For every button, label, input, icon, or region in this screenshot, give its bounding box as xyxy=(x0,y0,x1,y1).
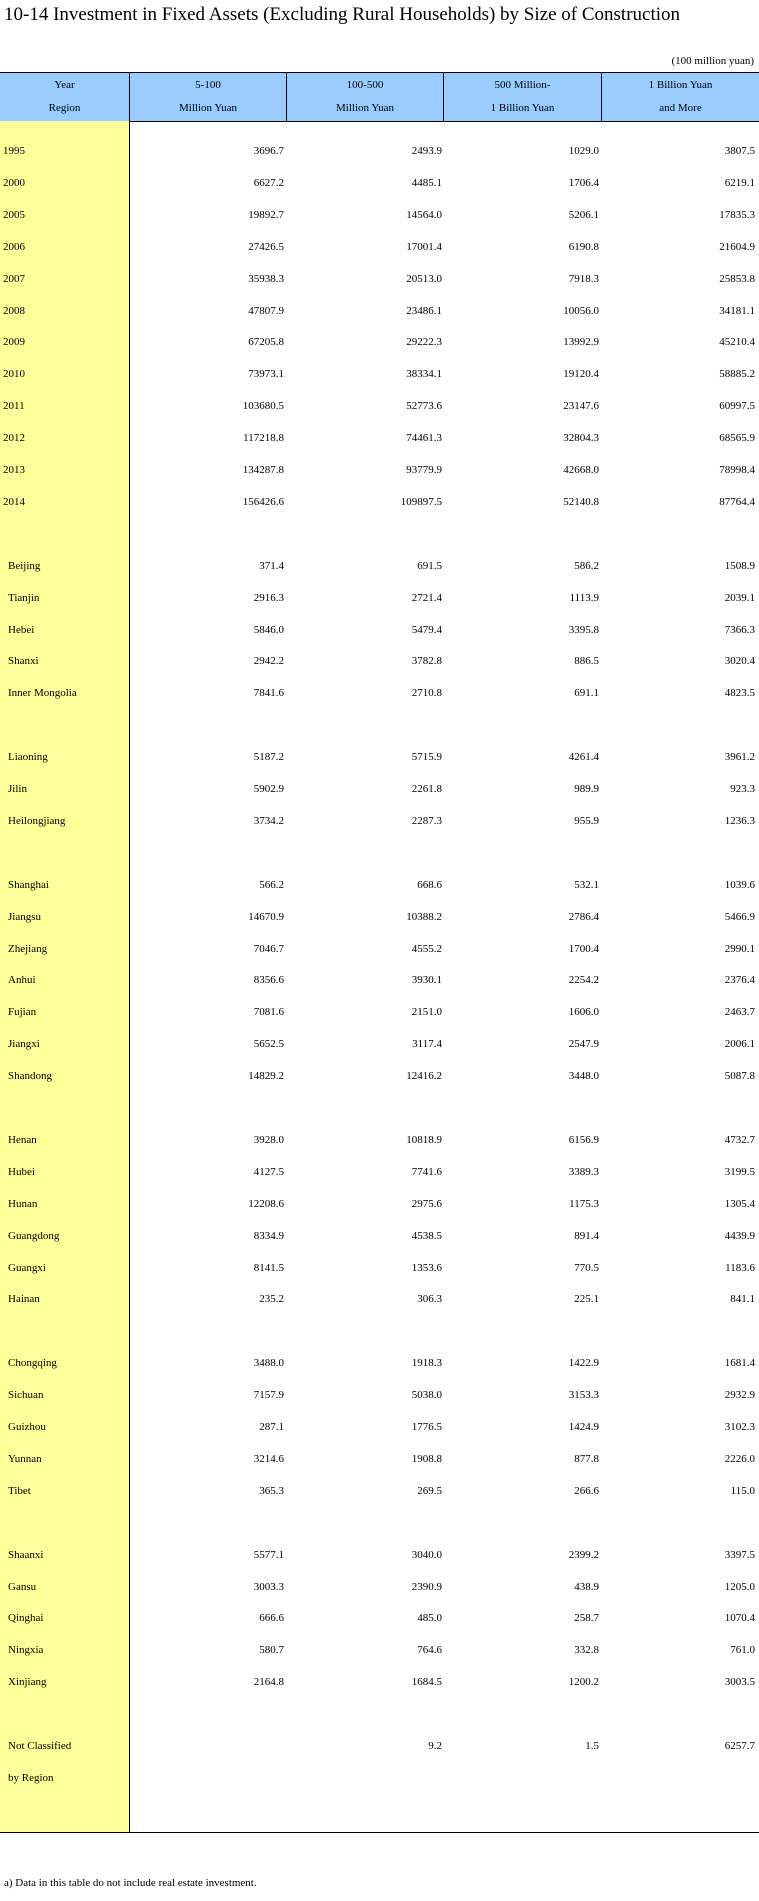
cell-value: 3807.5 xyxy=(724,145,755,157)
row-label: Gansu xyxy=(8,1581,37,1593)
cell-value: 27426.5 xyxy=(248,241,284,253)
cell-value: 3930.1 xyxy=(411,974,442,986)
unit-label: (100 million yuan) xyxy=(671,55,754,67)
cell-value: 134287.8 xyxy=(242,464,284,476)
table-row xyxy=(0,143,759,163)
table-row xyxy=(0,972,759,992)
row-label: Hainan xyxy=(8,1293,40,1305)
cell-value: 1.5 xyxy=(585,1740,599,1752)
table-row xyxy=(0,1036,759,1056)
cell-value: 886.5 xyxy=(574,655,599,667)
cell-value: 2493.9 xyxy=(411,145,442,157)
cell-value: 7046.7 xyxy=(253,943,284,955)
cell-value: 23147.6 xyxy=(563,400,599,412)
cell-value: 269.5 xyxy=(417,1485,442,1497)
cell-value: 52773.6 xyxy=(406,400,442,412)
cell-value: 5577.1 xyxy=(253,1549,284,1561)
table-row xyxy=(0,1164,759,1184)
cell-value: 14829.2 xyxy=(248,1070,284,1082)
header-5-100: 5-100 Million Yuan xyxy=(130,73,287,121)
cell-value: 3782.8 xyxy=(411,655,442,667)
table-row xyxy=(0,1132,759,1152)
row-label: Shandong xyxy=(8,1070,52,1082)
row-label: 2007 xyxy=(3,273,25,285)
cell-value: 25853.8 xyxy=(719,273,755,285)
cell-value: 306.3 xyxy=(417,1293,442,1305)
cell-value: 1205.0 xyxy=(724,1581,755,1593)
cell-value: 3961.2 xyxy=(724,751,755,763)
cell-value: 764.6 xyxy=(417,1644,442,1656)
row-label: Not Classified xyxy=(8,1740,72,1752)
cell-value: 4261.4 xyxy=(568,751,599,763)
cell-value: 225.1 xyxy=(574,1293,599,1305)
row-label: 2000 xyxy=(3,177,25,189)
row-label: 2013 xyxy=(3,464,25,476)
cell-value: 1113.9 xyxy=(569,592,599,604)
table-row xyxy=(0,271,759,291)
table-row xyxy=(0,622,759,642)
cell-value: 955.9 xyxy=(574,815,599,827)
header-100-500: 100-500 Million Yuan xyxy=(287,73,444,121)
cell-value: 14564.0 xyxy=(406,209,442,221)
cell-value: 20513.0 xyxy=(406,273,442,285)
cell-value: 12208.6 xyxy=(248,1198,284,1210)
table-row xyxy=(0,1770,759,1790)
cell-value: 4538.5 xyxy=(411,1230,442,1242)
cell-value: 5206.1 xyxy=(568,209,599,221)
table-row xyxy=(0,462,759,482)
table-header xyxy=(0,72,759,122)
row-label: Sichuan xyxy=(8,1389,44,1401)
cell-value: 1183.6 xyxy=(725,1262,755,1274)
footnote: a) Data in this table do not include real estate investment. xyxy=(4,1877,257,1889)
cell-value: 7157.9 xyxy=(253,1389,284,1401)
cell-value: 3448.0 xyxy=(568,1070,599,1082)
row-label: 2006 xyxy=(3,241,25,253)
cell-value: 1776.5 xyxy=(411,1421,442,1433)
row-label: Anhui xyxy=(8,974,36,986)
row-label: Henan xyxy=(8,1134,37,1146)
table-row xyxy=(0,781,759,801)
cell-value: 2547.9 xyxy=(568,1038,599,1050)
cell-value: 666.6 xyxy=(259,1612,284,1624)
header-500m-1b: 500 Million- 1 Billion Yuan xyxy=(444,73,602,121)
row-label: Hubei xyxy=(8,1166,35,1178)
row-label: Chongqing xyxy=(8,1357,57,1369)
table-row xyxy=(0,1260,759,1280)
cell-value: 10056.0 xyxy=(563,305,599,317)
cell-value: 2261.8 xyxy=(411,783,442,795)
cell-value: 841.1 xyxy=(730,1293,755,1305)
cell-value: 2710.8 xyxy=(411,687,442,699)
cell-value: 32804.3 xyxy=(563,432,599,444)
cell-value: 5087.8 xyxy=(724,1070,755,1082)
cell-value: 47807.9 xyxy=(248,305,284,317)
table-row xyxy=(0,1004,759,1024)
cell-value: 1039.6 xyxy=(724,879,755,891)
row-label: Guangdong xyxy=(8,1230,60,1242)
cell-value: 2254.2 xyxy=(568,974,599,986)
cell-value: 2226.0 xyxy=(724,1453,755,1465)
cell-value: 2932.9 xyxy=(724,1389,755,1401)
row-label: Tianjin xyxy=(8,592,40,604)
cell-value: 3389.3 xyxy=(568,1166,599,1178)
cell-value: 74461.3 xyxy=(406,432,442,444)
cell-value: 7366.3 xyxy=(724,624,755,636)
cell-value: 7918.3 xyxy=(568,273,599,285)
cell-value: 3003.3 xyxy=(253,1581,284,1593)
cell-value: 60997.5 xyxy=(719,400,755,412)
cell-value: 1706.4 xyxy=(568,177,599,189)
cell-value: 3020.4 xyxy=(724,655,755,667)
table-row xyxy=(0,494,759,514)
cell-value: 6156.9 xyxy=(568,1134,599,1146)
row-label: Shanghai xyxy=(8,879,49,891)
cell-value: 485.0 xyxy=(417,1612,442,1624)
cell-value: 3199.5 xyxy=(724,1166,755,1178)
row-label: 2014 xyxy=(3,496,25,508)
cell-value: 566.2 xyxy=(259,879,284,891)
row-label: Jiangsu xyxy=(8,911,41,923)
cell-value: 45210.4 xyxy=(719,336,755,348)
table-row xyxy=(0,207,759,227)
row-label: 2012 xyxy=(3,432,25,444)
cell-value: 67205.8 xyxy=(248,336,284,348)
row-label: 2008 xyxy=(3,305,25,317)
cell-value: 5038.0 xyxy=(411,1389,442,1401)
cell-value: 1908.8 xyxy=(411,1453,442,1465)
cell-value: 2721.4 xyxy=(411,592,442,604)
cell-value: 2786.4 xyxy=(568,911,599,923)
cell-value: 2164.8 xyxy=(253,1676,284,1688)
cell-value: 4823.5 xyxy=(724,687,755,699)
table-row xyxy=(0,398,759,418)
table-row xyxy=(0,1738,759,1758)
table-row xyxy=(0,685,759,705)
row-label: Liaoning xyxy=(8,751,48,763)
cell-value: 17835.3 xyxy=(719,209,755,221)
table-row xyxy=(0,1579,759,1599)
cell-value: 21604.9 xyxy=(719,241,755,253)
cell-value: 1353.6 xyxy=(411,1262,442,1274)
cell-value: 691.5 xyxy=(417,560,442,572)
cell-value: 3395.8 xyxy=(568,624,599,636)
cell-value: 35938.3 xyxy=(248,273,284,285)
cell-value: 1422.9 xyxy=(568,1357,599,1369)
data-table xyxy=(0,72,759,1833)
row-label: Shaanxi xyxy=(8,1549,44,1561)
cell-value: 38334.1 xyxy=(406,368,442,380)
cell-value: 5479.4 xyxy=(411,624,442,636)
row-label: Hunan xyxy=(8,1198,38,1210)
cell-value: 52140.8 xyxy=(563,496,599,508)
cell-value: 1200.2 xyxy=(568,1676,599,1688)
cell-value: 2287.3 xyxy=(411,815,442,827)
page-title: 10-14 Investment in Fixed Assets (Excluding Rural Households) by Size of Construction xyxy=(4,4,681,25)
row-label: Guangxi xyxy=(8,1262,46,1274)
cell-value: 3153.3 xyxy=(568,1389,599,1401)
row-label: 2005 xyxy=(3,209,25,221)
cell-value: 1684.5 xyxy=(411,1676,442,1688)
table-row xyxy=(0,239,759,259)
table-row xyxy=(0,334,759,354)
cell-value: 586.2 xyxy=(574,560,599,572)
cell-value: 109897.5 xyxy=(400,496,442,508)
table-row xyxy=(0,749,759,769)
row-label: Beijing xyxy=(8,560,41,572)
cell-value: 6219.1 xyxy=(724,177,755,189)
cell-value: 8356.6 xyxy=(253,974,284,986)
cell-value: 7081.6 xyxy=(253,1006,284,1018)
cell-value: 7741.6 xyxy=(411,1166,442,1178)
cell-value: 1508.9 xyxy=(724,560,755,572)
cell-value: 117218.8 xyxy=(243,432,284,444)
cell-value: 9.2 xyxy=(428,1740,442,1752)
cell-value: 2942.2 xyxy=(253,655,284,667)
cell-value: 5902.9 xyxy=(253,783,284,795)
cell-value: 1681.4 xyxy=(724,1357,755,1369)
cell-value: 258.7 xyxy=(574,1612,599,1624)
cell-value: 1070.4 xyxy=(724,1612,755,1624)
cell-value: 580.7 xyxy=(259,1644,284,1656)
cell-value: 8334.9 xyxy=(253,1230,284,1242)
cell-value: 4485.1 xyxy=(411,177,442,189)
row-label: by Region xyxy=(8,1772,54,1784)
cell-value: 332.8 xyxy=(574,1644,599,1656)
row-label: 1995 xyxy=(3,145,25,157)
table-row xyxy=(0,366,759,386)
cell-value: 68565.9 xyxy=(719,432,755,444)
row-label: Guizhou xyxy=(8,1421,46,1433)
cell-value: 1305.4 xyxy=(724,1198,755,1210)
cell-value: 5846.0 xyxy=(253,624,284,636)
cell-value: 438.9 xyxy=(574,1581,599,1593)
cell-value: 12416.2 xyxy=(406,1070,442,1082)
row-label: 2010 xyxy=(3,368,25,380)
cell-value: 4439.9 xyxy=(724,1230,755,1242)
cell-value: 4732.7 xyxy=(724,1134,755,1146)
table-row xyxy=(0,430,759,450)
cell-value: 7841.6 xyxy=(253,687,284,699)
table-row xyxy=(0,1196,759,1216)
table-row xyxy=(0,1547,759,1567)
row-label: Jiangxi xyxy=(8,1038,40,1050)
cell-value: 103680.5 xyxy=(242,400,284,412)
cell-value: 3003.5 xyxy=(724,1676,755,1688)
header-1b-more: 1 Billion Yuan and More xyxy=(648,79,713,114)
row-label: Hebei xyxy=(8,624,35,636)
cell-value: 6257.7 xyxy=(724,1740,755,1752)
cell-value: 6190.8 xyxy=(568,241,599,253)
cell-value: 2990.1 xyxy=(724,943,755,955)
cell-value: 770.5 xyxy=(574,1262,599,1274)
cell-value: 3928.0 xyxy=(253,1134,284,1146)
cell-value: 17001.4 xyxy=(406,241,442,253)
row-label: 2009 xyxy=(3,336,25,348)
cell-value: 13992.9 xyxy=(563,336,599,348)
table-row xyxy=(0,1355,759,1375)
row-label: Fujian xyxy=(8,1006,37,1018)
cell-value: 287.1 xyxy=(259,1421,284,1433)
cell-value: 235.2 xyxy=(259,1293,284,1305)
cell-value: 2399.2 xyxy=(568,1549,599,1561)
cell-value: 3214.6 xyxy=(253,1453,284,1465)
cell-value: 2006.1 xyxy=(724,1038,755,1050)
cell-value: 2463.7 xyxy=(724,1006,755,1018)
cell-value: 1918.3 xyxy=(411,1357,442,1369)
table-bottom-rule xyxy=(0,1832,759,1833)
cell-value: 19120.4 xyxy=(563,368,599,380)
cell-value: 42668.0 xyxy=(563,464,599,476)
cell-value: 34181.1 xyxy=(719,305,755,317)
cell-value: 29222.3 xyxy=(406,336,442,348)
cell-value: 2151.0 xyxy=(411,1006,442,1018)
cell-value: 989.9 xyxy=(574,783,599,795)
cell-value: 761.0 xyxy=(730,1644,755,1656)
cell-value: 371.4 xyxy=(259,560,284,572)
header-year-region: Year Region xyxy=(0,73,130,121)
cell-value: 1029.0 xyxy=(568,145,599,157)
cell-value: 10388.2 xyxy=(406,911,442,923)
table-row xyxy=(0,1291,759,1311)
row-label: Qinghai xyxy=(8,1612,44,1624)
cell-value: 8141.5 xyxy=(253,1262,284,1274)
cell-value: 23486.1 xyxy=(406,305,442,317)
cell-value: 2376.4 xyxy=(724,974,755,986)
table-row xyxy=(0,909,759,929)
table-row xyxy=(0,1451,759,1471)
cell-value: 5652.5 xyxy=(253,1038,284,1050)
row-label: Yunnan xyxy=(8,1453,42,1465)
table-row xyxy=(0,1387,759,1407)
cell-value: 115.0 xyxy=(730,1485,755,1497)
cell-value: 2916.3 xyxy=(253,592,284,604)
cell-value: 3102.3 xyxy=(724,1421,755,1433)
cell-value: 19892.7 xyxy=(248,209,284,221)
cell-value: 1700.4 xyxy=(568,943,599,955)
table-row xyxy=(0,1642,759,1662)
cell-value: 6627.2 xyxy=(253,177,284,189)
cell-value: 4555.2 xyxy=(411,943,442,955)
row-label: 2011 xyxy=(3,400,25,412)
cell-value: 3696.7 xyxy=(253,145,284,157)
table-row xyxy=(0,1483,759,1503)
cell-value: 3117.4 xyxy=(412,1038,442,1050)
row-label: Tibet xyxy=(8,1485,31,1497)
cell-value: 3734.2 xyxy=(253,815,284,827)
cell-value: 58885.2 xyxy=(719,368,755,380)
cell-value: 5466.9 xyxy=(724,911,755,923)
cell-value: 1606.0 xyxy=(568,1006,599,1018)
table-row xyxy=(0,877,759,897)
cell-value: 668.6 xyxy=(417,879,442,891)
cell-value: 923.3 xyxy=(730,783,755,795)
table-row xyxy=(0,590,759,610)
cell-value: 3397.5 xyxy=(724,1549,755,1561)
cell-value: 365.3 xyxy=(259,1485,284,1497)
cell-value: 156426.6 xyxy=(242,496,284,508)
cell-value: 14670.9 xyxy=(248,911,284,923)
cell-value: 877.8 xyxy=(574,1453,599,1465)
cell-value: 3488.0 xyxy=(253,1357,284,1369)
table-row xyxy=(0,1674,759,1694)
row-label: Shanxi xyxy=(8,655,39,667)
row-label: Jilin xyxy=(8,783,27,795)
cell-value: 87764.4 xyxy=(719,496,755,508)
table-row xyxy=(0,1610,759,1630)
cell-value: 2039.1 xyxy=(724,592,755,604)
cell-value: 2975.6 xyxy=(411,1198,442,1210)
cell-value: 2390.9 xyxy=(411,1581,442,1593)
table-row xyxy=(0,1068,759,1088)
cell-value: 3040.0 xyxy=(411,1549,442,1561)
row-label: Ningxia xyxy=(8,1644,44,1656)
cell-value: 1236.3 xyxy=(724,815,755,827)
cell-value: 78998.4 xyxy=(719,464,755,476)
cell-value: 691.1 xyxy=(574,687,599,699)
cell-value: 532.1 xyxy=(574,879,599,891)
row-label: Heilongjiang xyxy=(8,815,66,827)
cell-value: 4127.5 xyxy=(253,1166,284,1178)
cell-value: 266.6 xyxy=(574,1485,599,1497)
cell-value: 1424.9 xyxy=(568,1421,599,1433)
table-row xyxy=(0,941,759,961)
table-row xyxy=(0,175,759,195)
table-row xyxy=(0,558,759,578)
cell-value: 891.4 xyxy=(574,1230,599,1242)
cell-value: 5715.9 xyxy=(411,751,442,763)
cell-value: 73973.1 xyxy=(248,368,284,380)
table-row xyxy=(0,813,759,833)
cell-value: 5187.2 xyxy=(253,751,284,763)
table-row xyxy=(0,303,759,323)
cell-value: 93779.9 xyxy=(406,464,442,476)
row-label: Inner Mongolia xyxy=(8,687,77,699)
cell-value: 1175.3 xyxy=(569,1198,599,1210)
row-label: Xinjiang xyxy=(8,1676,47,1688)
table-row xyxy=(0,1228,759,1248)
table-row xyxy=(0,1419,759,1439)
table-row xyxy=(0,653,759,673)
cell-value: 10818.9 xyxy=(406,1134,442,1146)
row-label: Zhejiang xyxy=(8,943,48,955)
